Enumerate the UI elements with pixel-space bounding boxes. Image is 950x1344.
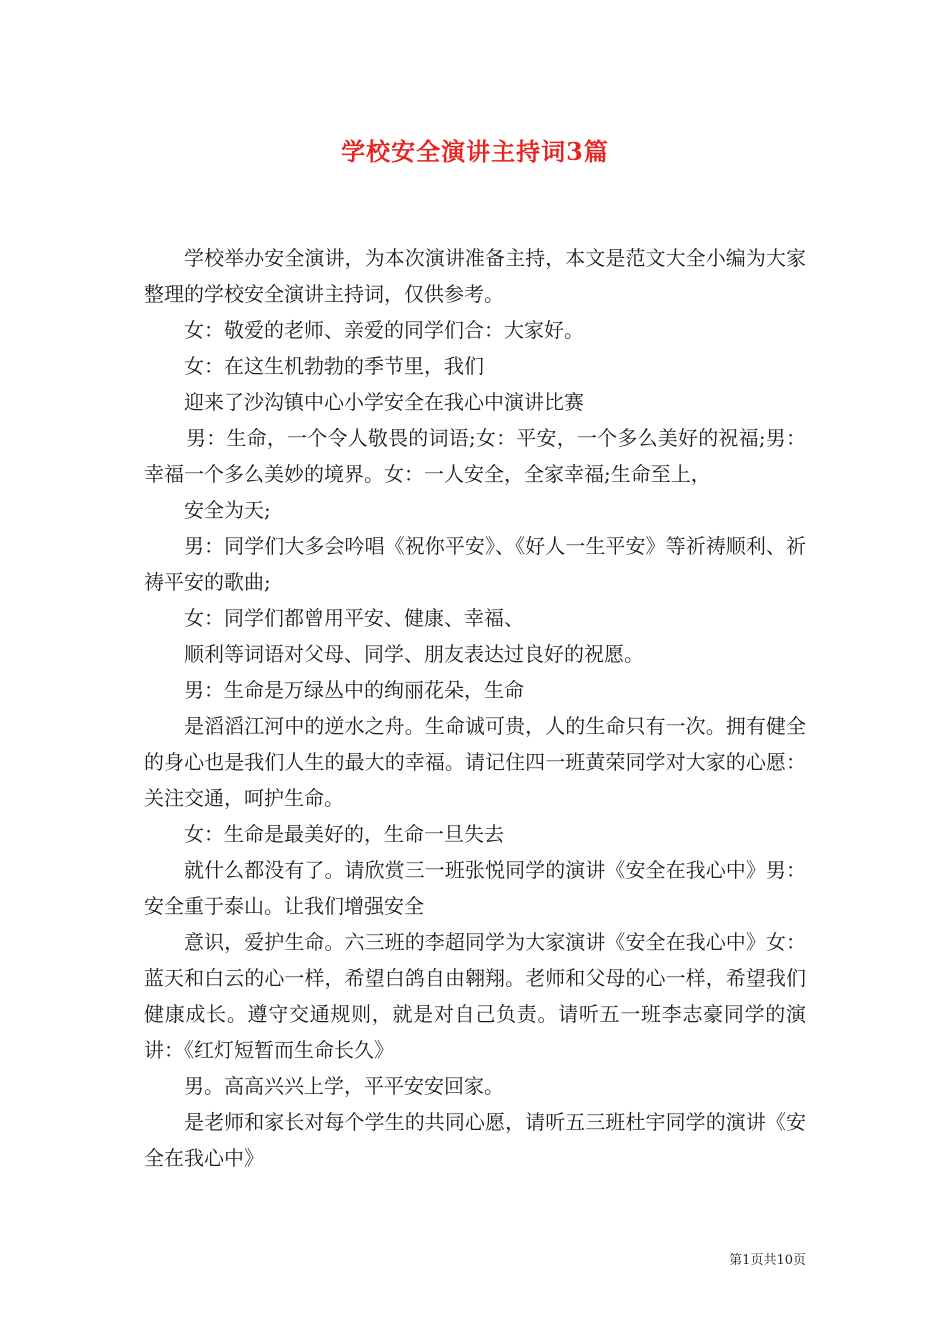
paragraph: 女：生命是最美好的，生命一旦失去 [184, 822, 504, 846]
paragraph: 男。高高兴兴上学，平平安安回家。 [184, 1074, 504, 1098]
paragraph: 迎来了沙沟镇中心小学安全在我心中演讲比赛 [184, 390, 584, 414]
paragraph: 顺利等词语对父母、同学、朋友表达过良好的祝愿。 [184, 642, 644, 666]
paragraph: 就什么都没有了。请欣赏三一班张悦同学的演讲《安全在我心中》男：安全重于泰山。让我们增强安全 [144, 858, 806, 918]
paragraph: 男：同学们大多会吟唱《祝你平安》、《好人一生平安》等祈祷顺利、祈祷平安的歌曲; [144, 534, 806, 594]
paragraph: 男：生命，一个令人敬畏的词语;女：平安，一个多么美好的祝福;男：幸福一个多么美妙的境界。女：一人安全，全家幸福;生命至上， [144, 426, 806, 486]
document-title: 学校安全演讲主持词3篇 [341, 137, 609, 166]
paragraph: 安全为天; [184, 498, 271, 522]
paragraph: 女：在这生机勃勃的季节里，我们 [184, 354, 484, 378]
paragraph: 男：生命是万绿丛中的绚丽花朵，生命 [184, 678, 524, 702]
paragraph: 女：同学们都曾用平安、健康、幸福、 [184, 606, 524, 630]
paragraph-intro: 学校举办安全演讲，为本次演讲准备主持，本文是范文大全小编为大家整理的学校安全演讲主持词，仅供参考。 [144, 246, 806, 306]
page-number-footer: 第1页共10页 [729, 1253, 806, 1268]
paragraph: 意识，爱护生命。六三班的李超同学为大家演讲《安全在我心中》女：蓝天和白云的心一样，希望白鸽自由翱翔。老师和父母的心一样，希望我们健康成长。遵守交通规则，就是对自己负责。请听五一班李志豪同学的演讲：《红灯短暂而生命长久》 [144, 930, 806, 1062]
paragraph: 是滔滔江河中的逆水之舟。生命诚可贵，人的生命只有一次。拥有健全的身心也是我们人生的最大的幸福。请记住四一班黄荣同学对大家的心愿：关注交通，呵护生命。 [144, 714, 806, 810]
paragraph: 是老师和家长对每个学生的共同心愿，请听五三班杜宇同学的演讲《安全在我心中》 [144, 1110, 806, 1170]
document-body [144, 240, 806, 1176]
paragraph: 女：敬爱的老师、亲爱的同学们合：大家好。 [184, 318, 584, 342]
